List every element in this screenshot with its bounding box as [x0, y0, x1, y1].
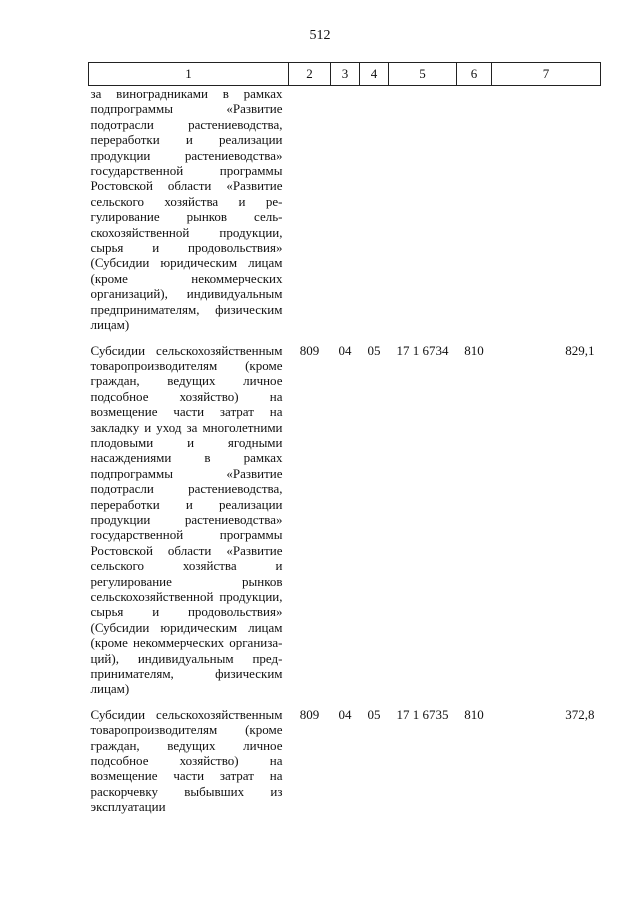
row-section-code: 04 — [338, 342, 352, 358]
row-ministry-code: 809 — [299, 342, 320, 358]
row-expense-type: 810 — [464, 342, 484, 358]
row-subsection-code: 05 — [367, 342, 381, 358]
table-row — [89, 86, 601, 333]
header-row — [89, 63, 601, 86]
table-row — [89, 697, 601, 815]
col-header-6: 6 — [457, 63, 492, 86]
row-description: за виноградниками в рамках подпрограммы «Развитие подотрасли растениеводства, переработки и реализации продукции растениеводства» государственной программы Ростовской области «Развитие сельского хозяйства и регулирование рынков сельскохозяйственной продукции, сырья и продовольствия» (Субсидии юридическим лицам (кроме некоммерческих организаций), индивидуальным предпринимателям, физическим лицам) — [90, 86, 283, 333]
row-ministry-code — [289, 86, 331, 333]
row-amount: 372,8 — [565, 706, 595, 722]
budget-table — [88, 62, 601, 815]
row-description: Субсидии сельскохозяйственным товаропроизводителям (кроме граждан, ведущих личное подсобное хозяйство) на возмещение части затрат на раскорчевку выбывших из эксплуатации — [90, 706, 283, 815]
col-header-4: 4 — [360, 63, 389, 86]
row-expense-type — [457, 86, 492, 333]
page-number: 512 — [309, 28, 331, 43]
row-target-code: 17 1 6735 — [396, 706, 449, 722]
row-section-code: 04 — [338, 706, 352, 722]
row-section-code — [331, 86, 360, 333]
row-target-code — [389, 86, 457, 333]
col-header-1: 1 — [89, 63, 289, 86]
row-subsection-code: 05 — [367, 706, 381, 722]
row-amount: 829,1 — [565, 342, 595, 358]
table-row — [89, 333, 601, 697]
row-subsection-code — [360, 86, 389, 333]
row-expense-type: 810 — [464, 706, 484, 722]
col-header-2: 2 — [289, 63, 331, 86]
row-description: Субсидии сельскохозяйственным товаропроизводителям (кроме граждан, ведущих личное подсобное хозяйство) на возмещение части затрат на закладку и уход за многолетними плодовыми и ягодными насаждениями в рамках подпрограммы «Развитие подотрасли растениеводства, переработки и реализации продукции растениеводства» государственной программы Ростовской области «Развитие сельского хозяйства и регулирование рынков сельскохозяйственной продукции, сырья и продовольствия» (Субсидии юридическим лицам (кроме некоммерческих организаций), индивидуальным предпринимателям, физическим лицам) — [90, 342, 283, 697]
row-amount — [492, 86, 601, 333]
col-header-3: 3 — [331, 63, 360, 86]
row-ministry-code: 809 — [299, 706, 320, 722]
col-header-5: 5 — [389, 63, 457, 86]
col-header-7: 7 — [492, 63, 601, 86]
row-target-code: 17 1 6734 — [396, 342, 449, 358]
